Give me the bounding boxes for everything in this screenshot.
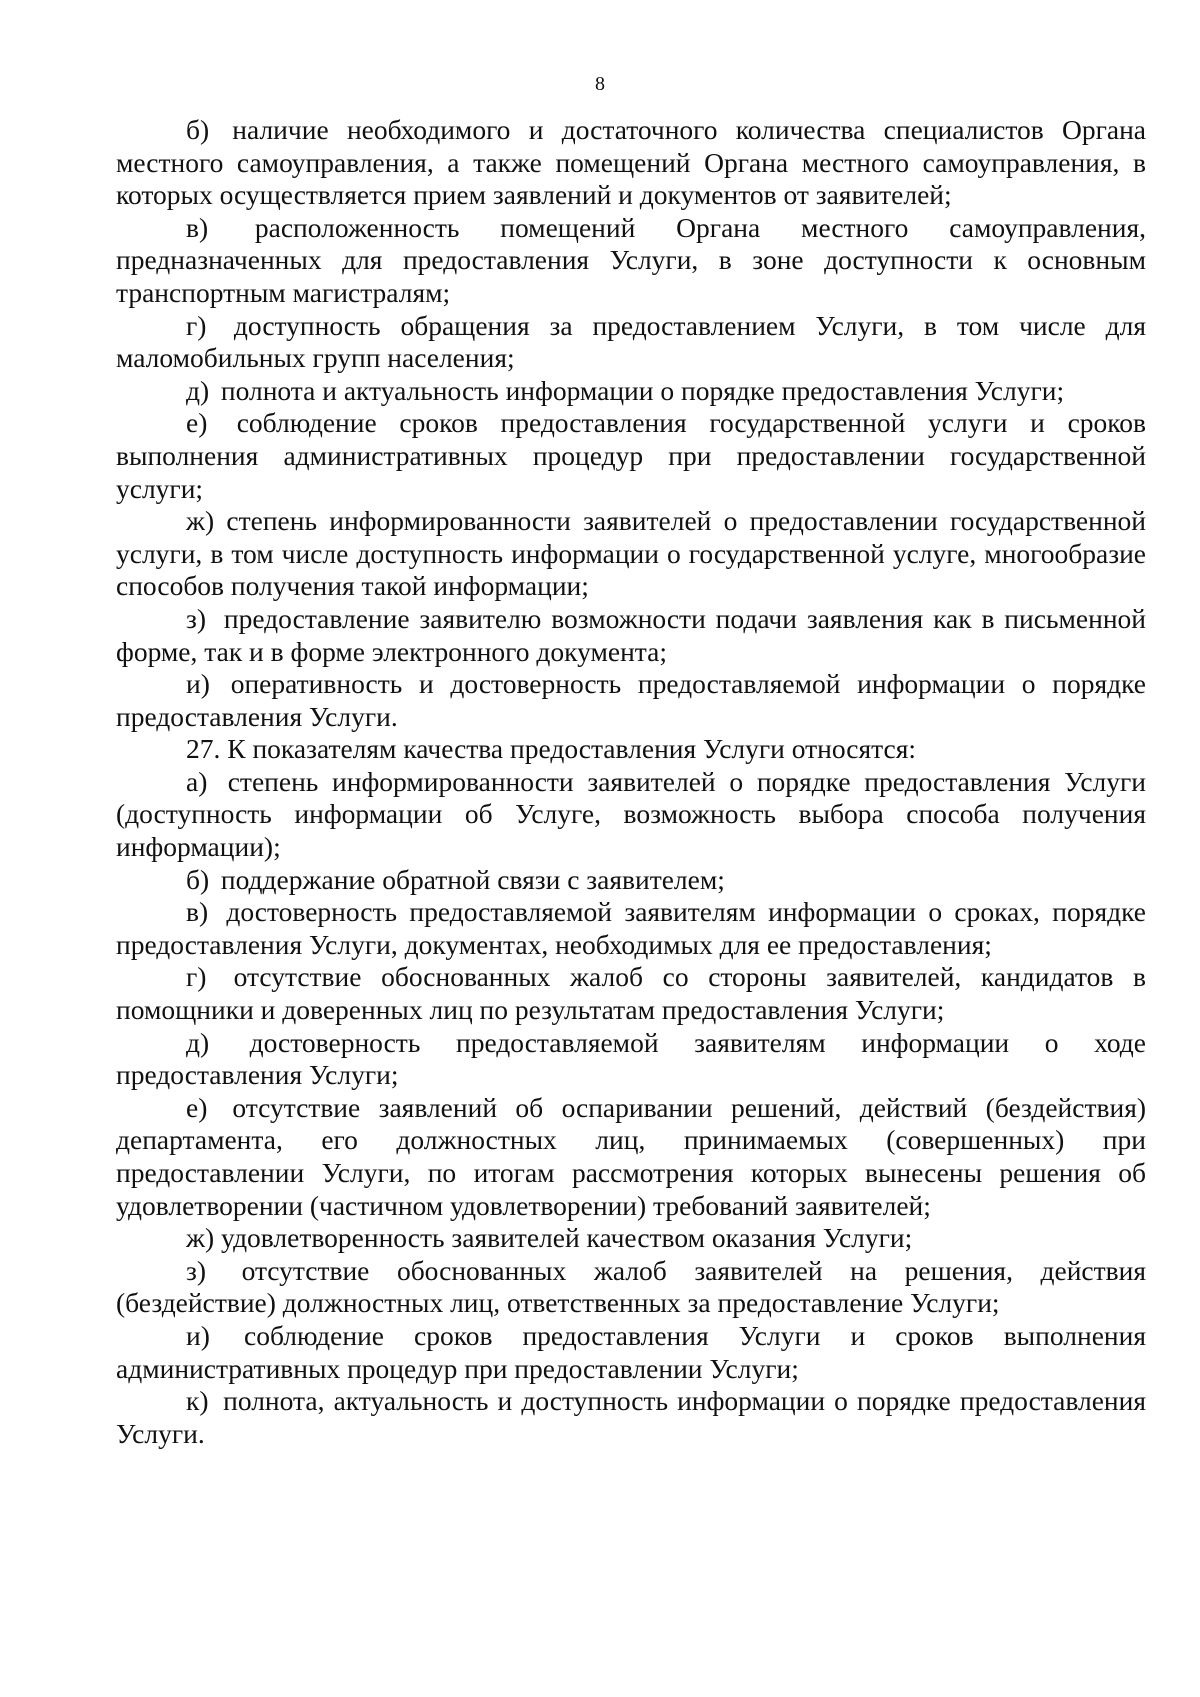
paragraph-text: предоставление заявителю возможности подачи заявления как в письменной форме, так и в форме электронного документа; bbox=[116, 602, 1146, 667]
list-marker: и) bbox=[186, 1319, 210, 1351]
list-item-zh bbox=[116, 505, 1146, 603]
list-marker: е) bbox=[186, 407, 208, 439]
paragraph-text: удовлетворенность заявителей качеством оказания Услуги; bbox=[221, 1222, 913, 1254]
list-marker: в) bbox=[186, 896, 209, 928]
document-body bbox=[116, 114, 1146, 1450]
paragraph-text: поддержание обратной связи с заявителем; bbox=[220, 863, 725, 895]
list-marker: в) bbox=[186, 211, 209, 243]
paragraph-text: соблюдение сроков предоставления государственной услуги и сроков выполнения административных процедур при предоставлении государственной услуги; bbox=[116, 407, 1146, 504]
paragraph-text: оперативность и достоверность предоставляемой информации о порядке предоставления Услуги. bbox=[116, 668, 1146, 732]
list-marker: и) bbox=[186, 668, 210, 700]
list-item-d-2 bbox=[116, 1027, 1146, 1092]
paragraph-text: отсутствие обоснованных жалоб со стороны заявителей, кандидатов в помощники и доверенных лиц по результатам предоставления Услуги; bbox=[116, 961, 1146, 1026]
paragraph-text: достоверность предоставляемой заявителям информации о сроках, порядке предоставления Услуги, документах, необходимых для ее предоставления; bbox=[116, 896, 1146, 960]
list-item-i bbox=[116, 668, 1146, 733]
list-marker: з) bbox=[186, 602, 207, 634]
paragraph-text: отсутствие заявлений об оспаривании решений, действий (бездействия) департамента, его должностных лиц, принимаемых (совершенных) при предоставлении Услуги, по итогам рассмотрения которых вынесены решения об удовлетворении (частичном удовлетворении) требований заявителей; bbox=[116, 1091, 1147, 1221]
list-item-b-2 bbox=[116, 864, 1146, 897]
list-item-g-2 bbox=[116, 961, 1146, 1026]
paragraph-text: отсутствие обоснованных жалоб заявителей на решения, действия (бездействие) должностных лиц, ответственных за предоставление Услуги; bbox=[116, 1254, 1146, 1319]
paragraph-text: полнота и актуальность информации о порядке предоставления Услуги; bbox=[220, 374, 1065, 406]
list-item-k bbox=[116, 1385, 1146, 1450]
list-item-z-2 bbox=[116, 1255, 1146, 1320]
section-number: 27. bbox=[186, 733, 221, 765]
list-item-a bbox=[116, 766, 1146, 864]
list-marker: ж) bbox=[186, 505, 215, 537]
list-marker: д) bbox=[186, 374, 210, 406]
list-item-e bbox=[116, 407, 1146, 505]
list-marker: а) bbox=[186, 765, 208, 797]
list-item-i-2 bbox=[116, 1320, 1146, 1385]
list-item-g bbox=[116, 310, 1146, 375]
list-marker: д) bbox=[186, 1026, 210, 1058]
list-marker: е) bbox=[186, 1091, 208, 1123]
paragraph-text: К показателям качества предоставления Услуги относятся: bbox=[227, 733, 916, 765]
page-number: 8 bbox=[595, 73, 605, 95]
list-marker: ж) bbox=[186, 1222, 215, 1254]
list-marker: б) bbox=[186, 863, 210, 895]
list-item-v-2 bbox=[116, 896, 1146, 961]
list-marker: б) bbox=[186, 114, 210, 145]
paragraph-text: достоверность предоставляемой заявителям информации о ходе предоставления Услуги; bbox=[116, 1026, 1146, 1091]
paragraph-text: степень информированности заявителей о порядке предоставления Услуги (доступность информации об Услуге, возможность выбора способа получения информации); bbox=[116, 765, 1146, 863]
paragraph-text: полнота, актуальность и доступность информации о порядке предоставления Услуги. bbox=[116, 1385, 1146, 1449]
list-marker: г) bbox=[186, 309, 207, 341]
list-marker: г) bbox=[186, 961, 207, 993]
list-item-v bbox=[116, 212, 1146, 310]
list-marker: з) bbox=[186, 1254, 207, 1286]
paragraph-text: степень информированности заявителей о предоставлении государственной услуги, в том числе доступность информации о государственной услуге, многообразие способов получения такой информации; bbox=[116, 505, 1147, 602]
list-item-d bbox=[116, 375, 1146, 408]
paragraph-text: доступность обращения за предоставлением Услуги, в том числе для маломобильных групп населения; bbox=[116, 309, 1147, 374]
list-item-z bbox=[116, 603, 1146, 668]
paragraph-text: соблюдение сроков предоставления Услуги и сроков выполнения административных процедур при предоставлении Услуги; bbox=[116, 1319, 1146, 1384]
section-27-heading bbox=[116, 733, 1146, 766]
list-item-e-2 bbox=[116, 1092, 1146, 1222]
paragraph-text: наличие необходимого и достаточного количества специалистов Органа местного самоуправления, а также помещений Органа местного самоуправления, в которых осуществляется прием заявлений и документов от заявителей; bbox=[116, 114, 1147, 211]
list-item-zh-2 bbox=[116, 1222, 1146, 1255]
list-item-b bbox=[116, 114, 1146, 212]
paragraph-text: расположенность помещений Органа местного самоуправления, предназначенных для предоставления Услуги, в зоне доступности к основным транспортным магистралям; bbox=[116, 211, 1147, 308]
list-marker: к) bbox=[186, 1385, 209, 1417]
